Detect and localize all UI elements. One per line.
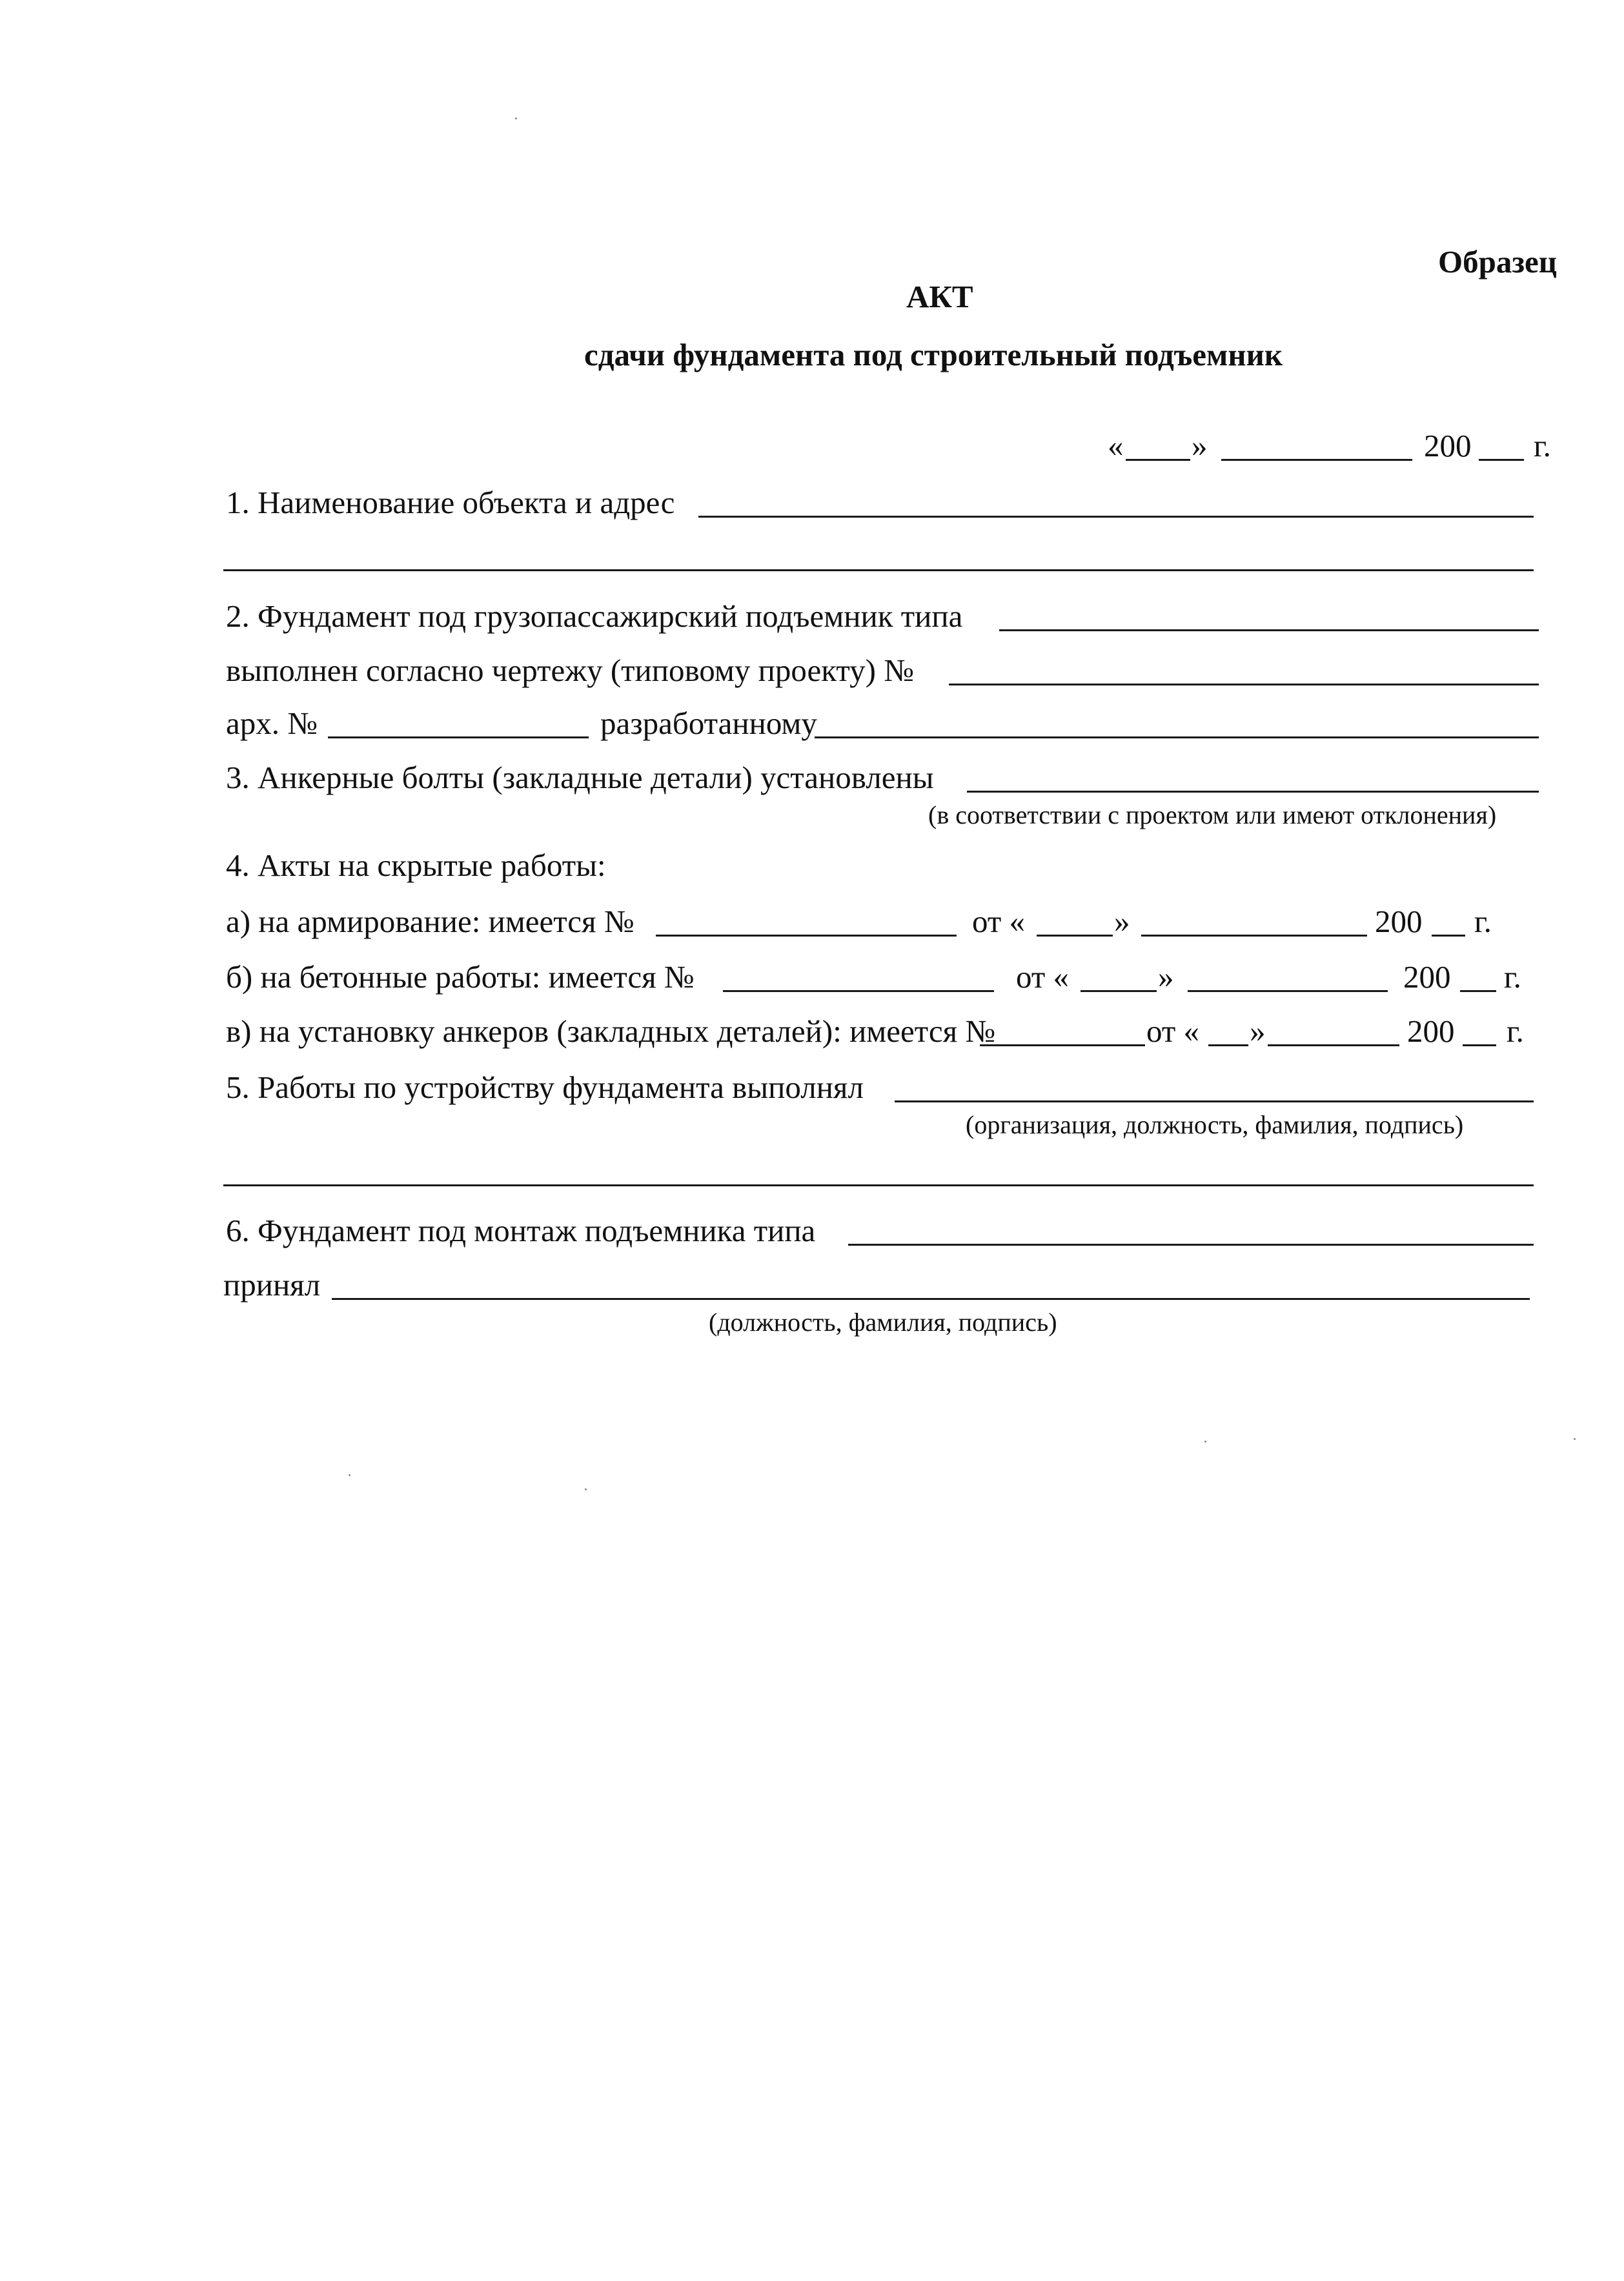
anchors-year-field[interactable]	[1463, 1044, 1496, 1046]
drawing-number-label: выполнен согласно чертежу (типовому проекту) №	[226, 653, 914, 688]
concrete-year-suffix: г.	[1504, 959, 1521, 995]
reinforcement-year-field[interactable]	[1432, 935, 1465, 937]
reinforcement-month-field[interactable]	[1141, 935, 1367, 937]
anchors-month-field[interactable]	[1268, 1044, 1399, 1046]
reinforcement-from-label: от «	[972, 904, 1026, 939]
anchor-bolts-field[interactable]	[967, 791, 1539, 793]
anchors-from-label: от «	[1146, 1013, 1200, 1049]
concrete-from-label: от «	[1016, 959, 1070, 995]
anchors-number-field[interactable]	[980, 1044, 1145, 1046]
date-close-quote: »	[1192, 428, 1208, 463]
lift-mounting-label: 6. Фундамент под монтаж подъемника типа	[226, 1213, 816, 1248]
anchors-close-quote: »	[1250, 1013, 1266, 1049]
anchors-label: в) на установку анкеров (закладных деталей): имеется №	[226, 1013, 996, 1049]
drawing-number-field[interactable]	[949, 684, 1539, 685]
act-subtitle: сдачи фундамента под строительный подъемник	[584, 337, 1283, 372]
date-day-blank[interactable]	[1126, 459, 1190, 461]
object-name-field[interactable]	[698, 516, 1534, 518]
hidden-works-label: 4. Акты на скрытые работы:	[226, 847, 606, 883]
date-year-blank[interactable]	[1479, 459, 1524, 461]
developed-by-label: разработанному	[600, 705, 817, 741]
performer-label: 5. Работы по устройству фундамента выполнял	[226, 1070, 864, 1105]
scan-speck	[349, 1474, 350, 1476]
date-year-prefix: 200	[1424, 428, 1472, 463]
accepted-by-field[interactable]	[332, 1298, 1530, 1300]
performer-field-continued[interactable]	[223, 1184, 1534, 1186]
object-address-field[interactable]	[223, 569, 1534, 571]
anchors-year-prefix: 200	[1407, 1013, 1455, 1049]
object-name-label: 1. Наименование объекта и адрес	[226, 485, 675, 520]
anchor-bolts-label: 3. Анкерные болты (закладные детали) установлены	[226, 760, 934, 795]
concrete-number-field[interactable]	[723, 990, 994, 992]
scan-speck	[515, 117, 517, 119]
concrete-year-field[interactable]	[1460, 990, 1496, 992]
scan-speck	[585, 1488, 587, 1490]
lift-type-field[interactable]	[999, 629, 1539, 631]
anchor-bolts-hint: (в соответствии с проектом или имеют отклонения)	[928, 800, 1497, 829]
anchors-day-field[interactable]	[1208, 1044, 1248, 1046]
arch-number-label: арх. №	[226, 705, 318, 741]
lift-mounting-type-field[interactable]	[848, 1244, 1534, 1246]
reinforcement-close-quote: »	[1114, 904, 1130, 939]
concrete-close-quote: »	[1158, 959, 1174, 995]
performer-field[interactable]	[895, 1100, 1534, 1102]
date-open-quote: «	[1108, 428, 1124, 463]
scan-speck	[1204, 1441, 1206, 1443]
accepted-by-hint: (должность, фамилия, подпись)	[709, 1308, 1057, 1337]
sample-label: Образец	[1438, 244, 1558, 279]
reinforcement-day-field[interactable]	[1037, 935, 1113, 937]
accepted-by-label: принял	[223, 1267, 321, 1303]
concrete-day-field[interactable]	[1081, 990, 1157, 992]
performer-hint: (организация, должность, фамилия, подпись)	[966, 1110, 1464, 1139]
concrete-month-field[interactable]	[1188, 990, 1388, 992]
anchors-year-suffix: г.	[1507, 1013, 1524, 1049]
concrete-year-prefix: 200	[1403, 959, 1451, 995]
developed-by-field[interactable]	[815, 736, 1539, 738]
reinforcement-year-suffix: г.	[1474, 904, 1492, 939]
concrete-label: б) на бетонные работы: имеется №	[226, 959, 695, 995]
date-year-suffix: г.	[1534, 428, 1551, 463]
date-month-blank[interactable]	[1221, 459, 1412, 461]
scan-speck	[1574, 1438, 1576, 1440]
act-title: АКТ	[906, 279, 973, 314]
reinforcement-label: а) на армирование: имеется №	[226, 904, 634, 939]
reinforcement-year-prefix: 200	[1375, 904, 1423, 939]
reinforcement-number-field[interactable]	[656, 935, 957, 937]
foundation-type-label: 2. Фундамент под грузопассажирский подъемник типа	[226, 598, 963, 634]
arch-number-field[interactable]	[328, 736, 589, 738]
